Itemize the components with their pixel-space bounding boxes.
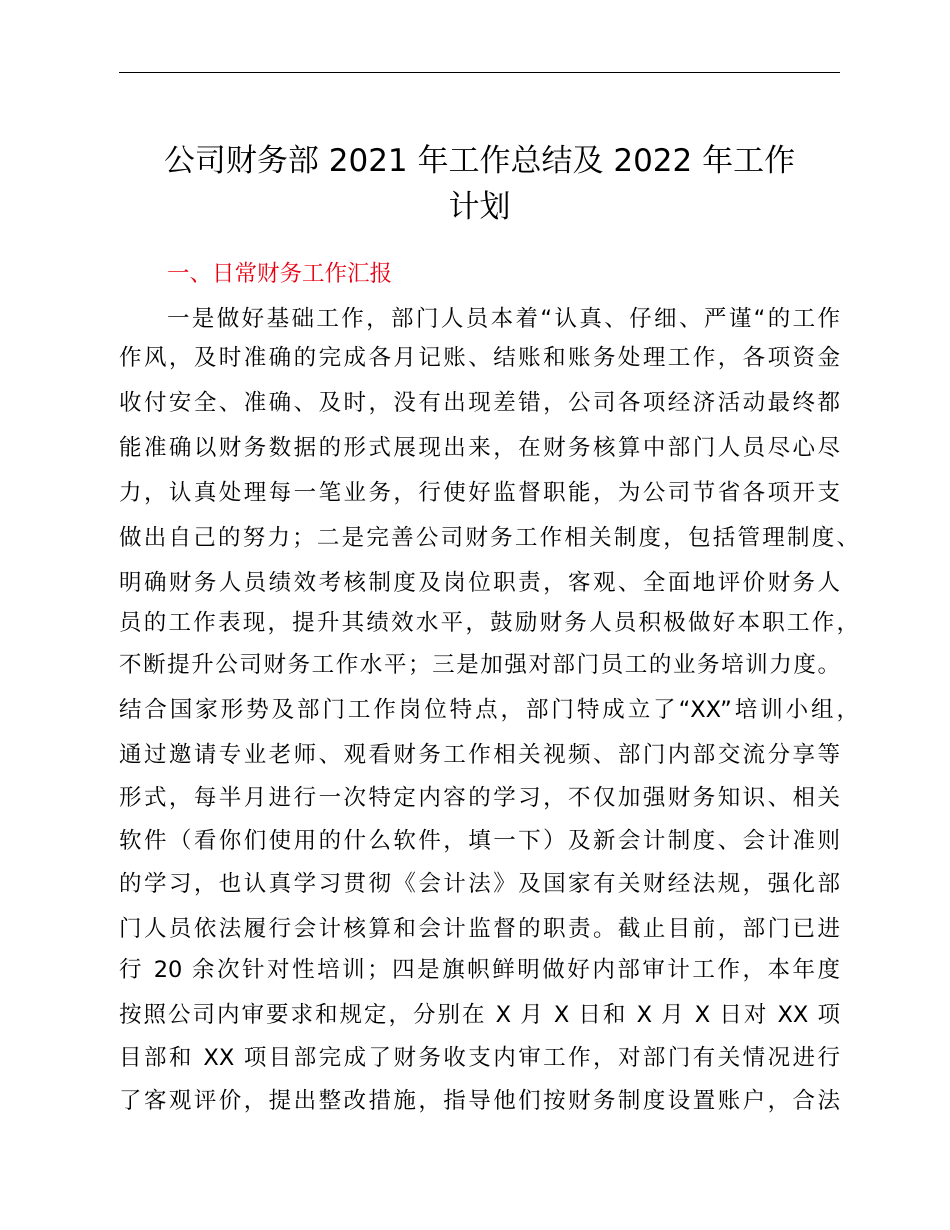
body-line: 了客观评价，提出整改措施，指导他们按财务制度设置账户，合法 [119, 1088, 840, 1114]
body-line: 按照公司内审要求和规定，分别在 X 月 X 日和 X 月 X 日对 XX 项 [119, 1002, 840, 1028]
section-heading: 一、日常财务工作汇报 [167, 261, 393, 287]
body-line: 做出自己的努力；二是完善公司财务工作相关制度，包括管理制度、 [119, 525, 859, 551]
title-line: 公司财务部 2021 年工作总结及 2022 年工作 [163, 143, 796, 179]
body-line: 通过邀请专业老师、观看财务工作相关视频、部门内部交流分享等 [119, 742, 840, 768]
header-rule [119, 72, 840, 73]
body-line: 力，认真处理每一笔业务，行使好监督职能，为公司节省各项开支 [119, 480, 840, 506]
body-line: 员的工作表现，提升其绩效水平，鼓励财务人员积极做好本职工作， [119, 610, 859, 636]
body-line: 软件（看你们使用的什么软件，填一下）及新会计制度、会计准则 [119, 828, 840, 854]
document-title [119, 138, 840, 230]
body-line: 目部和 XX 项目部完成了财务收支内审工作，对部门有关情况进行 [119, 1045, 840, 1071]
body-line: 结合国家形势及部门工作岗位特点，部门特成立了“XX”培训小组， [119, 697, 859, 723]
body-line: 的学习，也认真学习贯彻《会计法》及国家有关财经法规，强化部 [119, 871, 840, 897]
title-line: 计划 [448, 189, 511, 225]
body-line: 收付安全、准确、及时，没有出现差错，公司各项经济活动最终都 [119, 390, 840, 416]
body-line: 不断提升公司财务工作水平；三是加强对部门员工的业务培训力度。 [119, 652, 840, 678]
body-line: 形式，每半月进行一次特定内容的学习，不仅加强财务知识、相关 [119, 785, 840, 811]
body-line: 行 20 余次针对性培训；四是旗帜鲜明做好内部审计工作，本年度 [119, 957, 840, 983]
body-line: 明确财务人员绩效考核制度及岗位职责，客观、全面地评价财务人 [119, 570, 840, 596]
body-line: 能准确以财务数据的形式展现出来，在财务核算中部门人员尽心尽 [119, 435, 840, 461]
body-line: 门人员依法履行会计核算和会计监督的职责。截止目前，部门已进 [119, 916, 840, 942]
body-line: 作风，及时准确的完成各月记账、结账和账务处理工作，各项资金 [119, 345, 840, 371]
body-line: 一是做好基础工作，部门人员本着“认真、仔细、严谨“的工作 [167, 306, 840, 332]
